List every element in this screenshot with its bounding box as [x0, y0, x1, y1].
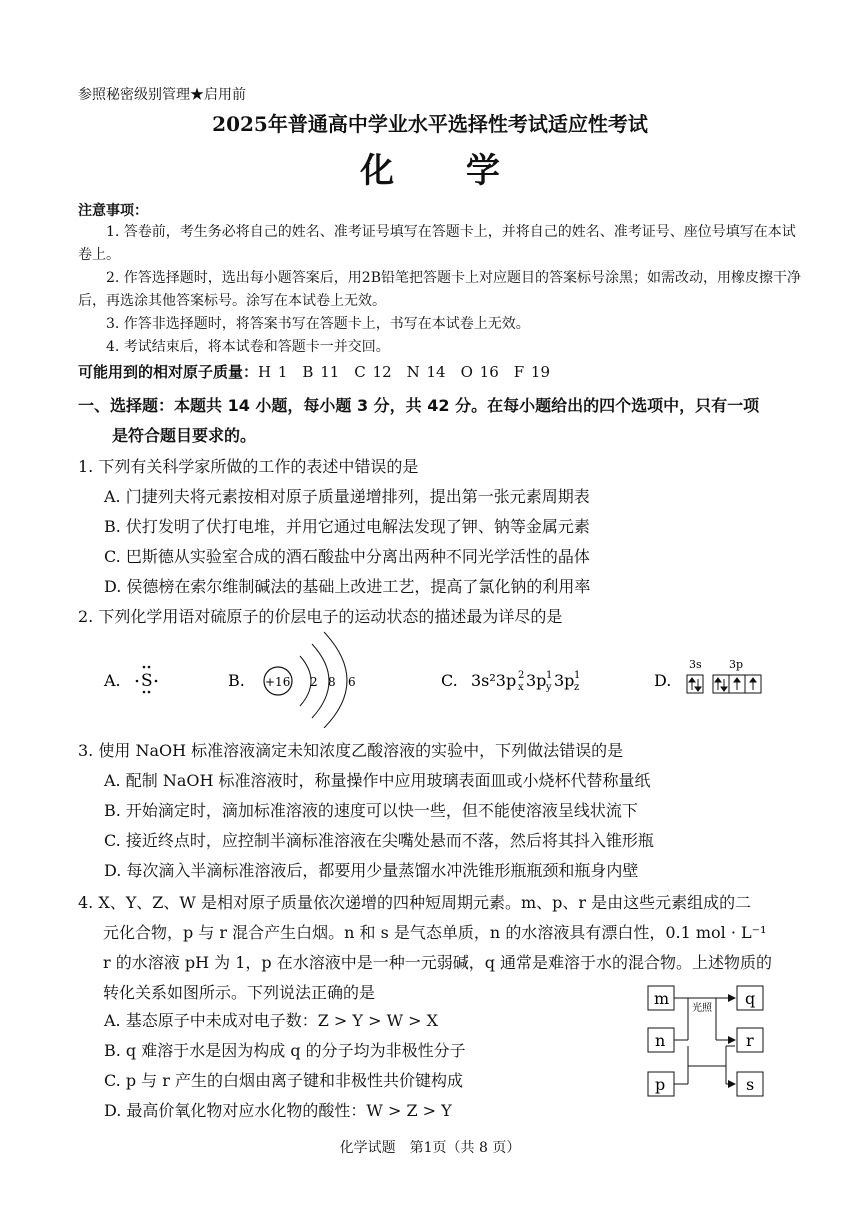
q2-option-a-label: A. — [104, 671, 121, 690]
notice-heading: 注意事项： — [78, 203, 148, 219]
q3-option-c: C. 接近终点时，应控制半滴标准溶液在尖嘴处悬而不落，然后将其抖入锥形瓶 — [104, 831, 654, 850]
notice-item-2: 2. 作答选择题时，选出每小题答案后，用2B铅笔把答题卡上对应题目的答案标号涂黑；如需改动，用橡皮擦干净后，再选涂其他答案标号。涂写在本试卷上无效。 — [78, 270, 802, 309]
box-m-label: m — [654, 989, 670, 1008]
svg-text:3p: 3p — [526, 671, 547, 690]
svg-text:x: x — [518, 682, 524, 693]
svg-text:2: 2 — [518, 670, 525, 681]
condition-label: 光照 — [692, 1003, 712, 1014]
svg-text:3p: 3p — [554, 671, 575, 690]
q1-option-c: C. 巴斯德从实验室合成的酒石酸盐中分离出两种不同光学活性的晶体 — [104, 547, 590, 566]
q3-option-d: D. 每次滴入半滴标准溶液后，都要用少量蒸馏水冲洗锥形瓶瓶颈和瓶身内壁 — [104, 861, 639, 880]
notice-item-3: 3. 作答非选择题时，将答案书写在答题卡上，书写在本试卷上无效。 — [106, 316, 530, 332]
q1-option-a: A. 门捷列夫将元素按相对原子质量递增排列，提出第一张元素周期表 — [104, 487, 590, 506]
svg-text:z: z — [574, 682, 580, 693]
atomic-masses-label: 可能用到的相对原子质量： — [78, 363, 259, 381]
q2-option-b-label: B. — [228, 671, 245, 690]
svg-text:y: y — [546, 682, 552, 693]
svg-text:1: 1 — [546, 670, 553, 681]
q4-stem-line-3: r 的水溶液 pH 为 1，p 在水溶液中是一种一元弱碱，q 通常是难溶于水的混合物。上述物质的 — [103, 953, 773, 972]
box-r-label: r — [746, 1031, 754, 1050]
q2-option-d-label: D. — [654, 671, 672, 690]
notice-item-1: 1. 答卷前，考生务必将自己的姓名、准考证号填写在答题卡上，并将自己的姓名、准考证号、座位号填写在本试卷上。 — [78, 224, 796, 263]
q4-stem-line-4: 转化关系如图所示。下列说法正确的是 — [103, 983, 376, 1002]
q4-option-a: A. 基态原子中未成对电子数：Z > Y > W > X — [104, 1011, 438, 1030]
q2-options-graphic — [100, 628, 780, 728]
q2-option-c-config: 3s²3p — [471, 671, 517, 690]
page-footer: 化学试题 第1页（共 8 页） — [339, 1140, 521, 1156]
q3-stem: 3. 使用 NaOH 标准溶液滴定未知浓度乙酸溶液的实验中，下列做法错误的是 — [78, 741, 624, 760]
q4-stem-line-1: 4. X、Y、Z、W 是相对原子质量依次递增的四种短周期元素。m、p、r 是由这些元素组成的二 — [78, 893, 752, 912]
secret-label: 参照秘密级别管理★启用前 — [78, 87, 246, 103]
svg-text:1: 1 — [574, 670, 581, 681]
section-1-heading — [78, 391, 802, 451]
q2-option-c-suborbitals — [518, 670, 580, 693]
q2-option-b-nucleus: +16 — [265, 675, 291, 689]
atomic-masses — [78, 361, 550, 382]
q2-option-b-shell-3: 6 — [348, 675, 356, 689]
q3-option-a: A. 配制 NaOH 标准溶液时，称量操作中应用玻璃表面皿或小烧杯代替称量纸 — [104, 771, 651, 790]
electron-arrows — [689, 678, 756, 691]
section-1-line-2: 是符合题目要求的。 — [112, 426, 257, 445]
q1-stem: 1. 下列有关科学家所做的工作的表述中错误的是 — [78, 457, 419, 476]
q4-option-d: D. 最高价氧化物对应水化物的酸性：W > Z > Y — [104, 1101, 452, 1120]
q2-option-b-shell-1: 2 — [310, 675, 318, 689]
box-p-label: p — [655, 1075, 666, 1094]
box-q-label: q — [745, 989, 756, 1008]
q4-stem-line-2: 元化合物，p 与 r 混合产生白烟。n 和 s 是气态单质，n 的水溶液具有漂白性，0.1 mol · L⁻¹ — [103, 923, 767, 942]
exam-title: 2025年普通高中学业水平选择性考试适应性考试 — [212, 112, 648, 136]
q2-option-c-label: C. — [441, 671, 458, 690]
section-1-line-1: 一、选择题：本题共 14 小题，每小题 3 分，共 42 分。在每小题给出的四个选项中，只有一项 — [78, 396, 760, 415]
q2-option-b-shell-2: 8 — [328, 675, 336, 689]
box-n-label: n — [655, 1031, 666, 1050]
q1-option-b: B. 伏打发明了伏打电堆，并用它通过电解法发现了钾、钠等金属元素 — [104, 517, 590, 536]
q2-option-d-3p-label: 3p — [729, 658, 744, 671]
q3-option-b: B. 开始滴定时，滴加标准溶液的速度可以快一些，但不能使溶液呈线状流下 — [104, 801, 638, 820]
q4-option-c: C. p 与 r 产生的白烟由离子键和非极性共价键构成 — [104, 1071, 463, 1090]
q2-stem: 2. 下列化学用语对硫原子的价层电子的运动状态的描述最为详尽的是 — [78, 607, 563, 626]
q2-option-d-3s-label: 3s — [689, 658, 702, 671]
atomic-masses-values: H 1 B 11 C 12 N 14 O 16 F 19 — [258, 363, 551, 381]
notice-item-4: 4. 考试结束后，将本试卷和答题卡一并交回。 — [106, 339, 390, 355]
q1-option-d: D. 侯德榜在索尔维制碱法的基础上改进工艺，提高了氯化钠的利用率 — [104, 577, 591, 596]
q4-conversion-diagram — [640, 980, 790, 1105]
subject-title: 化 学 — [360, 151, 530, 191]
box-s-label: s — [746, 1075, 755, 1094]
q2-option-a-symbol: S — [141, 671, 153, 691]
q4-option-b: B. q 难溶于水是因为构成 q 的分子均为非极性分子 — [104, 1041, 466, 1060]
